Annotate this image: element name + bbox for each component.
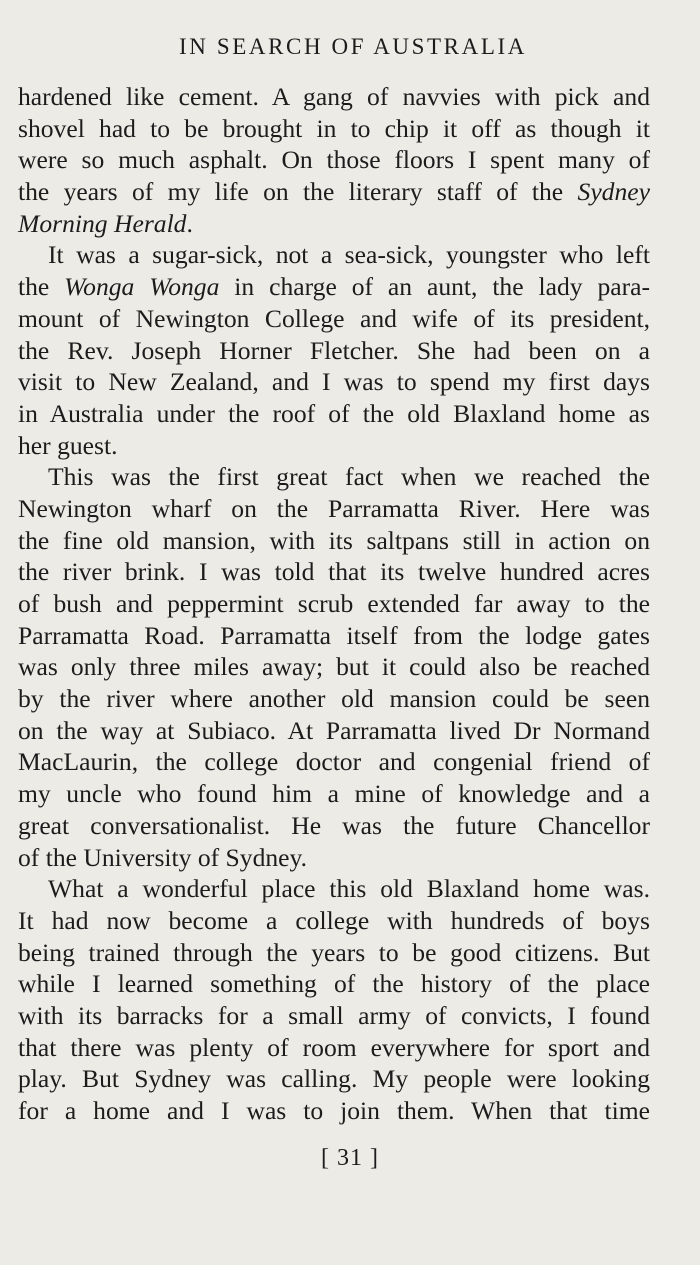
text-line: in Australia under the roof of the old Blaxland home as [18,398,650,428]
text-line: being trained through the years to be good citizens. But [18,937,650,967]
text-line: great conversationalist. He was the future Chancellor [18,810,650,840]
text-line: It was a sugar-sick, not a sea-sick, youngster who left [48,240,650,270]
text-line: Newington wharf on the Parramatta River. Here was [18,493,650,523]
text-line: Morning Herald. [18,208,193,238]
text-line: the Rev. Joseph Horner Fletcher. She had been on a [18,335,650,365]
text-line: Parramatta Road. Parramatta itself from the lodge gates [18,620,650,650]
paragraph [18,81,650,239]
text-line: visit to New Zealand, and I was to spend my first days [18,367,650,397]
paragraph [18,239,650,461]
text-line: of bush and peppermint scrub extended far away to the [18,589,650,618]
text-line: mount of Newington College and wife of its president, [18,303,650,333]
running-head: IN SEARCH OF AUSTRALIA [179,34,527,59]
text-line: play. But Sydney was calling. My people were looking [18,1064,650,1094]
text-line: her guest. [18,430,118,460]
text-line: What a wonderful place this old Blaxland home was. [48,874,650,904]
text-line: that there was plenty of room everywhere for sport and [18,1032,650,1062]
text-line: while I learned something of the history of the place [18,969,650,999]
text-line: This was the first great fact when we reached the [48,462,650,492]
text-line: shovel had to be brought in to chip it off as though it [18,113,650,143]
text-line: It had now become a college with hundreds of boys [18,905,650,935]
text-line: the Wonga Wonga in charge of an aunt, the lady para- [18,272,651,302]
text-line: on the way at Subiaco. At Parramatta lived Dr Normand [18,715,650,745]
text-line: with its barracks for a small army of convicts, I found [18,1000,650,1030]
text-line: were so much asphalt. On those floors I spent many of [18,145,650,175]
text-line: my uncle who found him a mine of knowledge and a [18,779,650,809]
text-line: was only three miles away; but it could also be reached [18,652,650,682]
text-line: the years of my life on the literary staff of the Sydney [18,177,650,207]
text-line: the fine old mansion, with its saltpans still in action on [18,525,650,555]
text-line: MacLaurin, the college doctor and congenial friend of [18,747,650,777]
paragraph [18,873,650,1127]
text-line: of the University of Sydney. [18,842,308,872]
text-line: by the river where another old mansion could be seen [18,684,650,714]
page-number: [ 31 ] [321,1145,379,1171]
text-line: the river brink. I was told that its twelve hundred acres [18,557,650,587]
paragraph [18,461,650,873]
body-text [18,81,650,1127]
text-line: hardened like cement. A gang of navvies with pick and [18,82,650,111]
text-line: for a home and I was to join them. When that time [18,1096,650,1125]
